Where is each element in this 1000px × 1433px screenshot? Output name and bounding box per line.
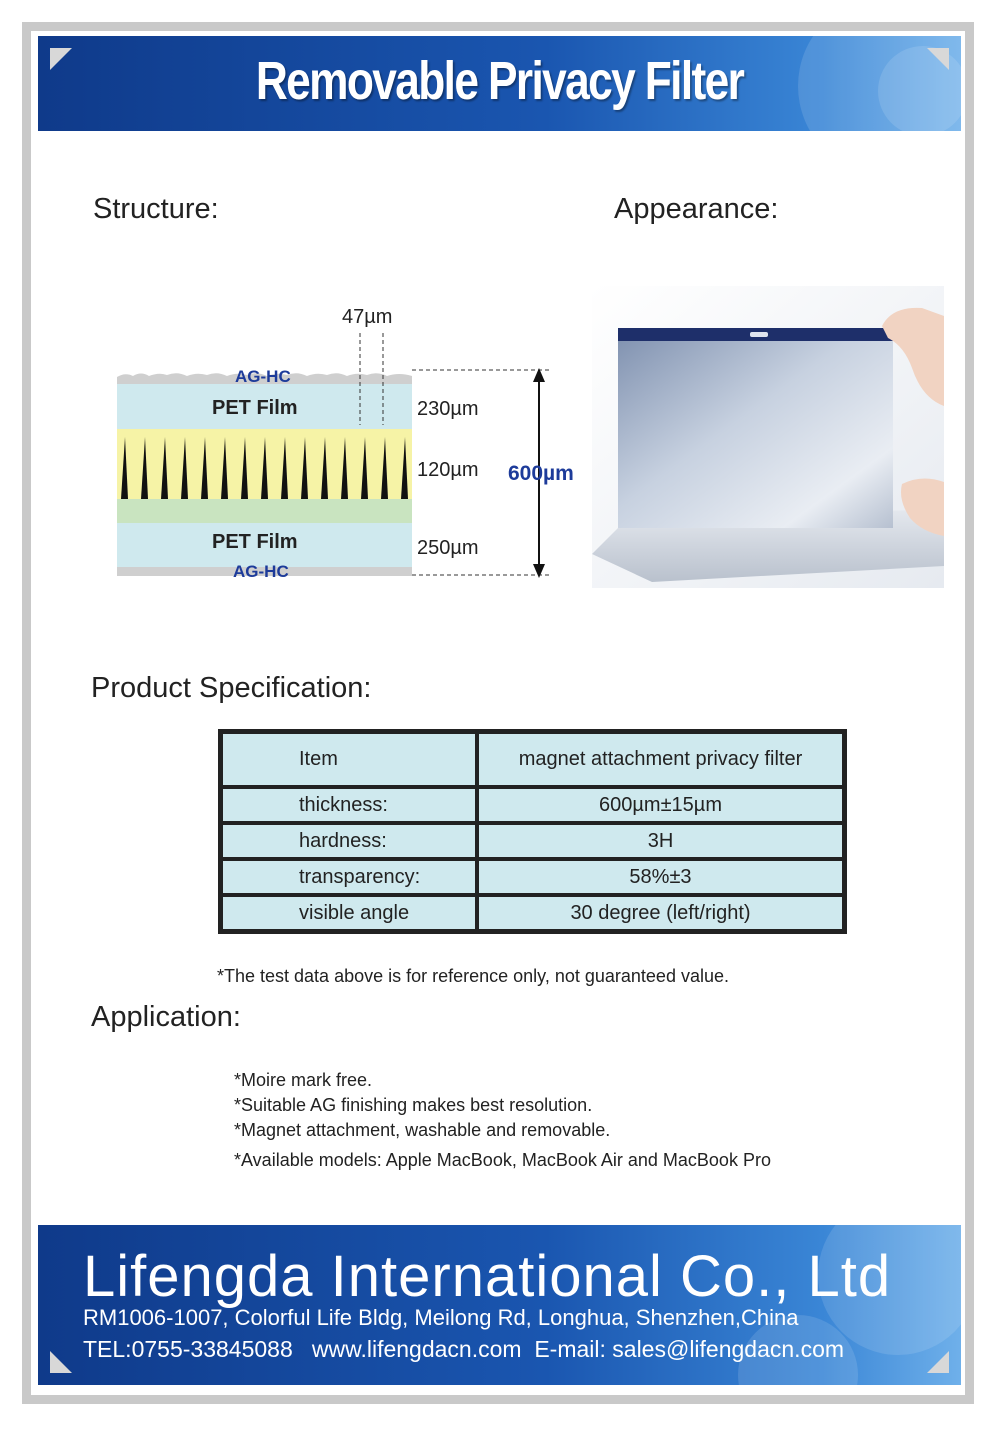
spec-cell-value: 30 degree (left/right) [477,895,844,931]
frame-left-line [22,22,31,1404]
company-name: Lifengda International Co., Ltd [83,1244,892,1309]
company-address: RM1006-1007, Colorful Life Bldg, Meilong Rd, Longhua, Shenzhen,China [83,1305,799,1330]
table-row [221,823,844,859]
footer-banner [38,1225,961,1385]
application-item: *Suitable AG finishing makes best resolution. [234,1095,593,1115]
appearance-photo [592,286,944,588]
spec-cell-label: hardness: [221,823,477,859]
dimension-total-600um: 600µm [508,462,574,485]
dimension-230um: 230µm [417,398,479,420]
corner-triangle [927,48,949,70]
frame-right-line [965,22,974,1404]
ag-hc-top-label: AG-HC [235,367,291,386]
reference-note: *The test data above is for reference only, not guaranteed value. [217,966,729,986]
dimension-250um: 250µm [417,537,479,559]
spec-cell-label: Item [221,732,477,787]
spec-heading: Product Specification: [91,672,372,704]
table-row [221,787,844,823]
frame-top-line [22,22,974,31]
dimension-guides [110,300,600,590]
structure-heading: Structure: [93,193,219,225]
spec-cell-value: 3H [477,823,844,859]
dimension-120um: 120µm [417,459,479,481]
corner-triangle [927,1351,949,1373]
company-contact: TEL:0755-33845088 www.lifengdacn.com E-mail: sales@lifengdacn.com [83,1336,845,1362]
spec-cell-label: thickness: [221,787,477,823]
spec-table [218,729,847,934]
corner-triangle [50,1351,72,1373]
structure-diagram [110,300,600,590]
application-heading: Application: [91,1001,241,1033]
application-item: *Moire mark free. [234,1070,373,1090]
spec-cell-label: visible angle [221,895,477,931]
ag-hc-bottom-label: AG-HC [233,562,289,581]
spec-cell-label: transparency: [221,859,477,895]
dimension-47um: 47µm [342,306,393,328]
table-row [221,895,844,931]
appearance-heading: Appearance: [614,193,779,225]
spec-cell-value: magnet attachment privacy filter [477,732,844,787]
corner-triangle [50,48,72,70]
table-row [221,732,844,787]
spec-cell-value: 58%±3 [477,859,844,895]
pet-film-bottom-label: PET Film [212,531,298,553]
privacy-filter-sheet [618,328,893,528]
header-banner [38,36,961,131]
pet-film-top-label: PET Film [212,397,298,419]
frame-bottom-line [22,1395,974,1404]
application-item: *Magnet attachment, washable and removable. [234,1120,611,1140]
application-item: *Available models: Apple MacBook, MacBook Air and MacBook Pro [234,1150,771,1170]
page-title: Removable Privacy Filter [255,51,744,111]
spec-cell-value: 600µm±15µm [477,787,844,823]
table-row [221,859,844,895]
